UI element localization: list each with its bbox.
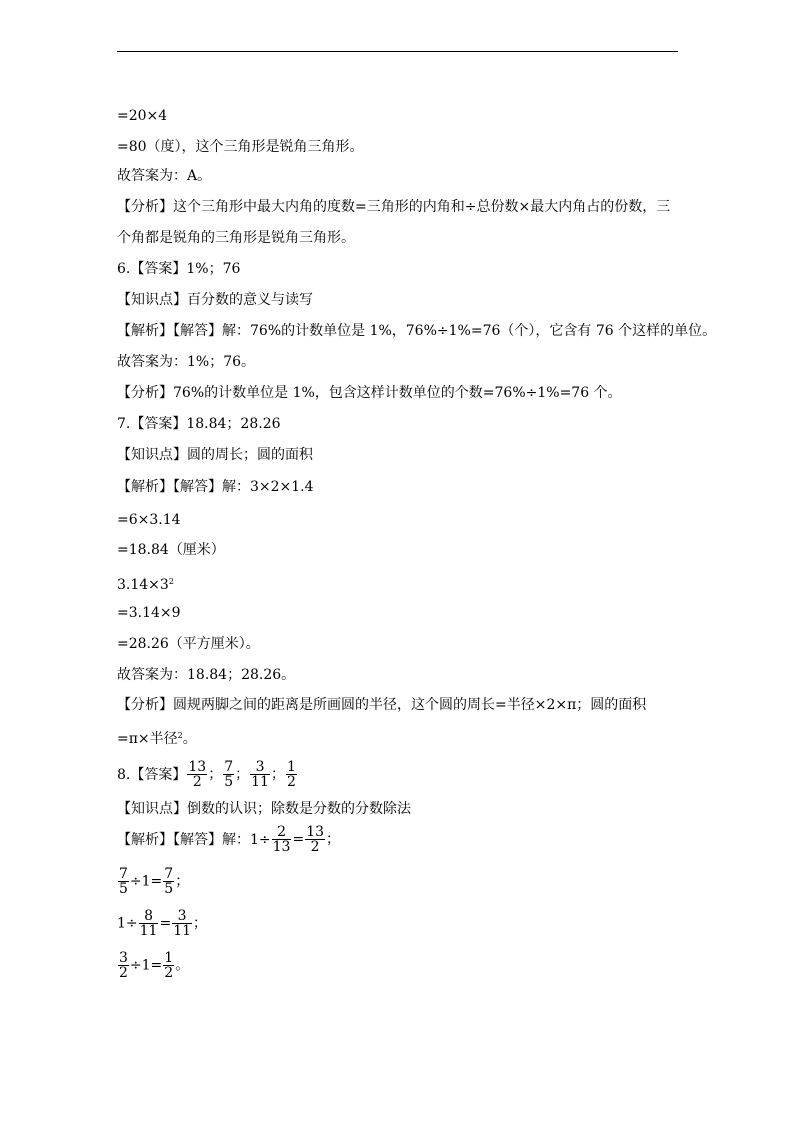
q8-step: $\frac{3}{2}$ ÷1= $\frac{1}{2}$ 。 — [119, 950, 190, 981]
fraction: $\frac{3}{11}$ — [251, 759, 269, 790]
q6-analysis: 【分析】76%的计数单位是 1%，包含这样计数单位的个数=76%÷1%=76 个。 — [117, 385, 622, 401]
fraction: $\frac{7}{5}$ — [164, 866, 174, 897]
q6-knowledge: 【知识点】百分数的意义与读写 — [117, 292, 313, 308]
fraction: $\frac{13}{2}$ — [188, 759, 207, 790]
q7-answer: 7.【答案】18.84；28.26 — [117, 416, 281, 432]
q8-answer: 8.【答案】 $\frac{13}{2}$ ； $\frac{7}{5}$ ； $\frac{3}{11}$ ； $\frac{1}{2}$ — [117, 759, 296, 790]
q6-final: 故答案为：1%；76。 — [117, 354, 256, 370]
q8-step: 1÷ $\frac{8}{11}$ = $\frac{3}{11}$ ； — [117, 908, 208, 939]
fraction: $\frac{7}{5}$ — [224, 759, 234, 790]
text-line: =28.26（平方厘米）。 — [117, 636, 260, 652]
text-line: =3.14×9 — [117, 605, 181, 621]
fraction: $\frac{3}{2}$ — [119, 950, 128, 981]
text-line: =80（度），这个三角形是锐角三角形。 — [117, 139, 364, 155]
header-rule — [117, 51, 678, 52]
fraction: $\frac{7}{5}$ — [119, 866, 128, 897]
fraction: $\frac{1}{2}$ — [164, 950, 174, 981]
q7-final: 故答案为：18.84；28.26。 — [117, 667, 296, 683]
superscript: 2 — [168, 577, 174, 586]
q7-analysis: =π×半径$^2$。 — [117, 731, 197, 747]
q7-knowledge: 【知识点】圆的周长；圆的面积 — [117, 447, 313, 463]
superscript: 2 — [177, 731, 183, 740]
analysis-line: 【分析】这个三角形中最大内角的度数=三角形的内角和÷总份数×最大内角占的份数，三 — [117, 199, 671, 215]
fraction: $\frac{3}{11}$ — [173, 908, 192, 939]
text-line: $3.14\times 3^2$ — [117, 577, 174, 593]
fraction: $\frac{13}{2}$ — [306, 824, 325, 855]
text-line: =18.84（厘米） — [117, 542, 225, 558]
fraction: $\frac{8}{11}$ — [139, 908, 158, 939]
q6-answer: 6.【答案】1%；76 — [117, 261, 241, 277]
fraction: $\frac{2}{13}$ — [272, 824, 291, 855]
fraction: $\frac{1}{2}$ — [286, 759, 296, 790]
analysis-line: 个角都是锐角的三角形是锐角三角形。 — [117, 230, 355, 246]
q8-solution: 【解析】【解答】解：1÷ $\frac{2}{13}$ = $\frac{13}{2}$ ； — [117, 824, 341, 855]
q8-label: 8.【答案】 — [117, 766, 187, 783]
q7-solution: 【解析】【解答】解：3×2×1.4 — [117, 479, 314, 495]
q6-solution: 【解析】【解答】解：76%的计数单位是 1%，76%÷1%=76（个），它含有 76 个这样的单位。 — [117, 323, 717, 339]
q8-knowledge: 【知识点】倒数的认识；除数是分数的分数除法 — [117, 801, 411, 817]
text-line: =20×4 — [117, 108, 168, 124]
q7-analysis: 【分析】圆规两脚之间的距离是所画圆的半径，这个圆的周长=半径×2×π；圆的面积 — [117, 697, 647, 713]
text-line: 故答案为：A。 — [117, 168, 212, 184]
text-line: =6×3.14 — [117, 512, 181, 528]
q8-step: $\frac{7}{5}$ ÷1= $\frac{7}{5}$ ； — [119, 866, 190, 897]
